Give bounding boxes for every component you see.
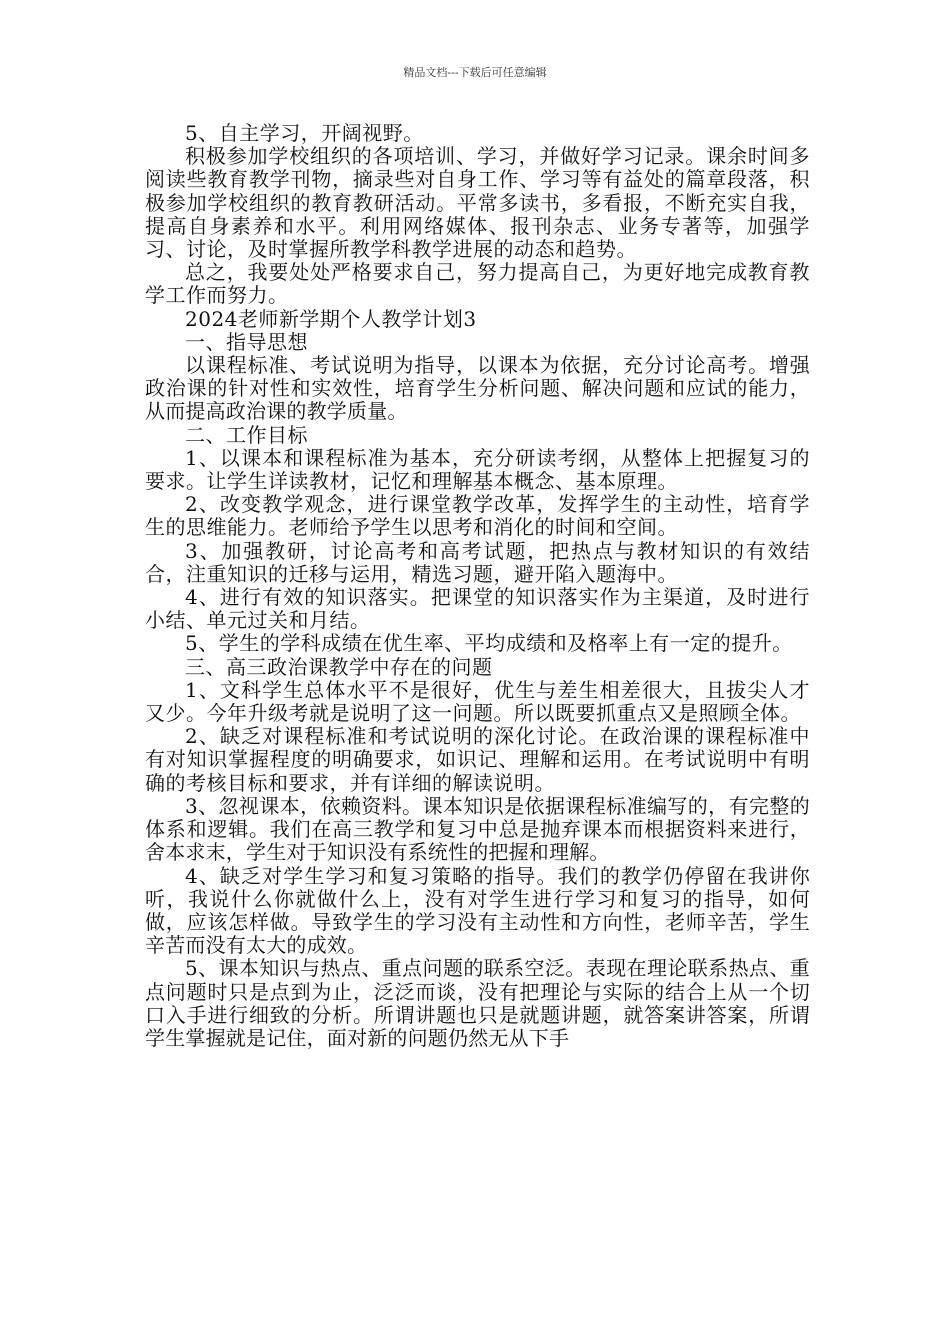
paragraph: 2、缺乏对课程标准和考试说明的深化讨论。在政治课的课程标准中有对知识掌握程度的明确要求，如识记、理解和运用。在考试说明中有明确的考核目标和要求，并有详细的解读说明。 xyxy=(145,724,810,795)
section-heading: 一、指导思想 xyxy=(185,329,308,354)
section-heading: 二、工作目标 xyxy=(185,422,308,447)
paragraph: 以课程标准、考试说明为指导，以课本为依据，充分讨论高考。增强政治课的针对性和实效性，培育学生分析问题、解决问题和应试的能力，从而提高政治课的教学质量。 xyxy=(145,353,810,424)
paragraph: 4、缺乏对学生学习和复习策略的指导。我们的教学仍停留在我讲你听，我说什么你就做什么上，没有对学生进行学习和复习的指导，如何做，应该怎样做。导致学生的学习没有主动性和方向性，老师辛苦，学生辛苦而没有太大的成效。 xyxy=(145,863,810,958)
paragraph: 1、文科学生总体水平不是很好，优生与差生相差很大，且拔尖人才又少。今年升级考就是说明了这一问题。所以既要抓重点又是照顾全体。 xyxy=(145,677,810,726)
paragraph: 2、改变教学观念，进行课堂教学改革，发挥学生的主动性，培育学生的思维能力。老师给予学生以思考和消化的时间和空间。 xyxy=(145,492,810,540)
paragraph: 5、课本知识与热点、重点问题的联系空泛。表现在理论联系热点、重点问题时只是点到为止，泛泛而谈，没有把理论与实际的结合上从一个切口入手进行细致的分析。所谓讲题也只是就题讲题，就答案讲答案，所谓学生掌握就是记住，面对新的问题仍然无从下手 xyxy=(145,956,810,1050)
section-heading: 三、高三政治课教学中存在的问题 xyxy=(185,654,493,679)
section-title: 2024老师新学期个人教学计划3 xyxy=(185,306,477,331)
paragraph: 5、自主学习，开阔视野。 xyxy=(185,121,424,145)
paragraph: 3、忽视课本，依赖资料。课本知识是依据课程标准编写的，有完整的体系和逻辑。我们在高三教学和复习中总是抛弃课本而根据资料来进行，舍本求末，学生对于知识没有系统性的把握和理解。 xyxy=(145,793,810,865)
page-header: 精品文档---下载后可任意编辑 xyxy=(403,66,547,79)
paragraph: 5、学生的学科成绩在优生率、平均成绩和及格率上有一定的提升。 xyxy=(185,631,793,656)
paragraph: 总之，我要处处严格要求自己，努力提高自己，为更好地完成教育教学工作而努力。 xyxy=(145,260,810,308)
document-body xyxy=(145,122,810,1050)
paragraph: 4、进行有效的知识落实。把课堂的知识落实作为主渠道，及时进行小结、单元过关和月结。 xyxy=(145,585,810,633)
paragraph: 3、加强教研，讨论高考和高考试题，把热点与教材知识的有效结合，注重知识的迁移与运用，精选习题，避开陷入题海中。 xyxy=(145,538,810,586)
paragraph: 1、以课本和课程标准为基本，充分研读考纲，从整体上把握复习的要求。让学生详读教材，记忆和理解基本概念、基本原理。 xyxy=(145,445,810,494)
paragraph: 积极参加学校组织的各项培训、学习，并做好学习记录。课余时间多阅读些教育教学刊物，摘录些对自身工作、学习等有益处的篇章段落，积极参加学校组织的教育教研活动。平常多读书，多看报，不断充实自我，提高自身素养和水平。利用网络媒体、报刊杂志、业务专著等，加强学习、讨论，及时掌握所教学科教学进展的动态和趋势。 xyxy=(145,144,810,262)
